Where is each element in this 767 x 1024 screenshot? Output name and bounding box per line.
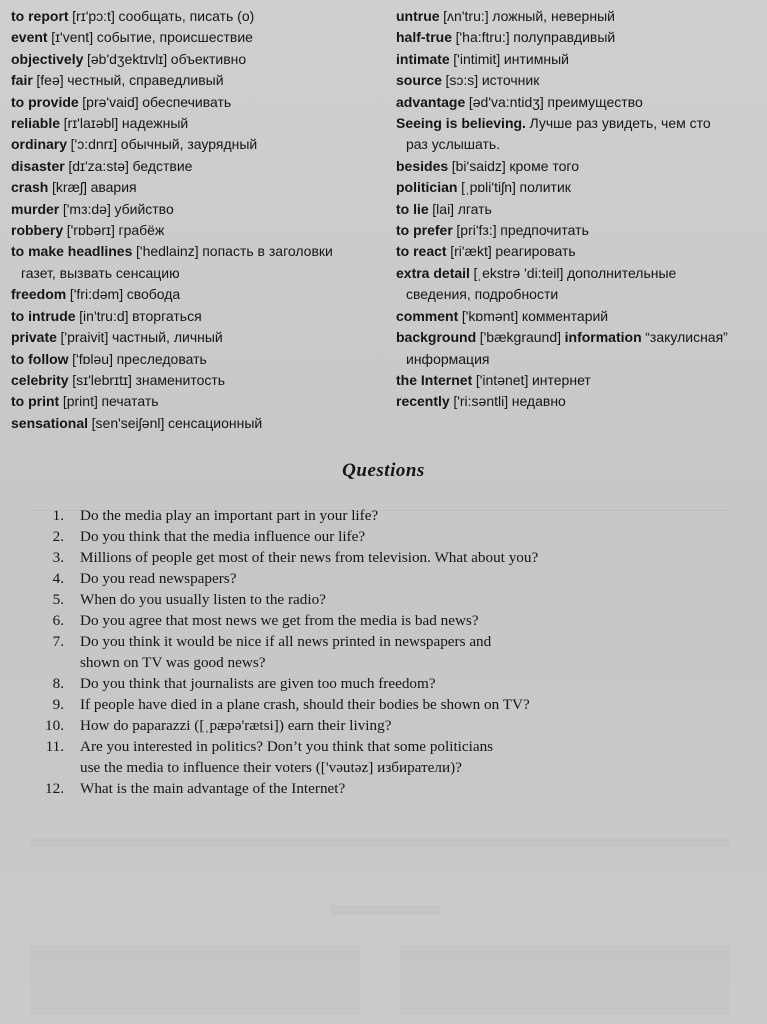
bleed-through-mark — [330, 905, 440, 915]
vocab-word: untrue — [396, 8, 440, 24]
vocab-transcription: [ʌn'tru:] — [443, 8, 489, 24]
vocab-entry — [396, 177, 762, 198]
vocab-entry — [11, 306, 389, 327]
vocab-entry — [11, 70, 389, 91]
vocabulary-left-column — [11, 6, 389, 434]
question-number: 4. — [52, 570, 64, 587]
vocab-translation: интимный — [503, 50, 569, 67]
vocab-translation: частный, личный — [111, 329, 223, 346]
vocab-word: comment — [396, 307, 459, 324]
vocab-translation: надежный — [121, 115, 189, 132]
vocab-word: Seeing is believing. — [396, 115, 526, 132]
vocab-translation: ложный, неверный — [492, 8, 615, 24]
vocab-entry — [11, 391, 389, 412]
question-line: Do you think that the media influence our life? — [80, 528, 366, 545]
vocab-translation: сообщать, писать (о) — [118, 8, 255, 24]
vocab-transcription: ['hedlainz] — [136, 243, 199, 260]
question-line: Do you agree that most news we get from the media is bad news? — [80, 612, 479, 629]
vocab-entry — [11, 49, 389, 70]
vocab-translation: событие, происшествие — [96, 29, 253, 46]
vocab-transcription: [pri'fз:] — [456, 222, 497, 239]
vocab-entry — [396, 263, 762, 284]
vocab-entry — [396, 92, 762, 113]
vocab-translation: убийство — [114, 200, 174, 217]
vocab-transcription: ['ɔ:dnrɪ] — [70, 136, 118, 153]
vocabulary-right-column — [396, 6, 762, 413]
questions-heading: Questions — [342, 460, 425, 481]
vocab-word: event — [11, 29, 48, 46]
vocab-word: robbery — [11, 222, 64, 239]
vocab-word: to intrude — [11, 307, 76, 324]
question-text — [80, 694, 730, 715]
question-text — [80, 526, 730, 547]
vocab-transcription: ['intənet] — [475, 371, 529, 388]
vocab-word: to lie — [396, 200, 429, 217]
question-number: 10. — [45, 717, 64, 734]
question-line: Do you read newspapers? — [80, 570, 237, 587]
vocab-word: source — [396, 72, 442, 89]
question-item — [0, 547, 767, 568]
vocab-entry — [11, 220, 389, 241]
vocab-entry — [11, 134, 389, 155]
question-number: 8. — [52, 675, 64, 692]
vocab-word: to follow — [11, 350, 69, 367]
vocab-entry — [396, 306, 762, 327]
vocab-entry — [396, 241, 762, 262]
vocab-word: ordinary — [11, 136, 68, 153]
vocab-translation-continued — [396, 134, 762, 155]
vocab-word: murder — [11, 200, 60, 217]
question-number: 11. — [45, 738, 64, 755]
question-line: Are you interested in politics? Don’t you think that some politicians — [80, 738, 494, 755]
question-number: 12. — [45, 780, 64, 797]
vocab-word: half-true — [396, 29, 452, 46]
vocab-transcription: ['mз:də] — [62, 200, 111, 217]
vocab-translation: кроме того — [509, 157, 580, 174]
vocab-translation: знаменитость — [135, 371, 226, 388]
vocab-word: besides — [396, 157, 449, 174]
questions-list — [0, 505, 767, 799]
vocab-transcription: ['ri:səntli] — [453, 393, 509, 410]
vocab-entry — [396, 70, 762, 91]
vocab-translation: газет, вызвать сенсацию — [21, 264, 180, 281]
vocab-entry — [11, 27, 389, 48]
vocab-word: freedom — [11, 286, 67, 303]
vocab-translation: свобода — [126, 286, 181, 303]
vocab-entry — [11, 199, 389, 220]
vocab-transcription: ['rɒbərɪ] — [66, 222, 115, 239]
question-number: 3. — [52, 549, 64, 566]
question-line: Do you think it would be nice if all news printed in newspapers and — [80, 633, 492, 650]
vocab-entry — [11, 6, 389, 27]
vocab-translation: полуправдивый — [513, 29, 616, 46]
vocab-translation: комментарий — [521, 307, 609, 324]
vocab-entry — [11, 156, 389, 177]
vocab-translation: интернет — [531, 371, 591, 388]
vocab-transcription: [əb'dʒektɪvlɪ] — [86, 50, 168, 67]
vocab-transcription: [rɪ'pɔ:t] — [72, 8, 115, 24]
vocab-translation: недавно — [511, 393, 566, 410]
vocab-translation: лгать — [457, 200, 492, 217]
vocab-word: to react — [396, 243, 447, 260]
vocab-translation: информация — [406, 350, 490, 367]
vocab-transcription: [lai] — [432, 200, 455, 217]
vocab-translation: сенсационный — [167, 414, 263, 431]
question-item — [0, 673, 767, 694]
question-text — [80, 589, 730, 610]
vocab-translation-continued — [396, 284, 762, 305]
question-line: use the media to influence their voters (['vəutəz] избиратели)? — [80, 759, 462, 776]
vocab-word: politician — [396, 179, 458, 196]
vocab-transcription: [ˌpɒli'tiʃn] — [461, 179, 516, 196]
vocab-entry — [11, 113, 389, 134]
vocab-translation: сведения, подробности — [406, 286, 559, 303]
vocab-transcription: [dɪ'za:stə] — [68, 157, 129, 174]
question-item — [0, 694, 767, 715]
vocab-word: celebrity — [11, 371, 69, 388]
vocab-transcription: ['kɒmənt] — [461, 307, 519, 324]
question-line: How do paparazzi ([ˌpæpə'rætsi]) earn their living? — [80, 717, 392, 734]
vocab-word: to provide — [11, 93, 79, 110]
vocab-entry — [396, 370, 762, 391]
question-line: Do you think that journalists are given too much freedom? — [80, 675, 436, 692]
question-text — [80, 568, 730, 589]
vocab-entry — [396, 113, 762, 134]
vocab-word: private — [11, 329, 57, 346]
vocab-entry — [11, 284, 389, 305]
vocab-transcription: [in'tru:d] — [79, 307, 129, 324]
vocab-transcription: [print] — [62, 393, 98, 410]
vocab-transcription: [ɪ'vent] — [51, 29, 94, 46]
vocab-transcription: [ri'ækt] — [450, 243, 492, 260]
vocab-transcription: [əd'va:ntidʒ] — [468, 93, 544, 110]
vocab-translation: преследовать — [116, 350, 207, 367]
vocab-entry — [396, 27, 762, 48]
question-text — [80, 673, 730, 694]
vocab-transcription: ['praivit] — [60, 329, 109, 346]
vocab-transcription: [sen'seiʃənl] — [91, 414, 165, 431]
vocab-entry — [396, 327, 762, 348]
vocab-word: to report — [11, 8, 69, 24]
vocab-word: to make headlines — [11, 243, 133, 260]
vocab-transcription: [sɔ:s] — [445, 72, 479, 89]
question-text — [80, 547, 730, 568]
vocab-entry — [396, 49, 762, 70]
question-number: 9. — [52, 696, 64, 713]
vocab-word: advantage — [396, 93, 466, 110]
vocab-translation: источник — [481, 72, 540, 89]
question-item — [0, 631, 767, 673]
vocab-translation: печатать — [101, 393, 159, 410]
vocab-translation: попасть в заголовки — [202, 243, 333, 260]
vocab-word: crash — [11, 179, 49, 196]
question-number: 6. — [52, 612, 64, 629]
vocab-entry — [396, 199, 762, 220]
question-text — [80, 610, 730, 631]
vocab-entry — [396, 391, 762, 412]
vocab-transcription: ['ha:ftru:] — [455, 29, 510, 46]
vocab-entry — [11, 370, 389, 391]
vocab-transcription: [bi'saidz] — [451, 157, 506, 174]
vocab-translation: бедствие — [132, 157, 193, 174]
question-text — [80, 778, 730, 799]
question-item — [0, 736, 767, 778]
question-number: 5. — [52, 591, 64, 608]
vocab-transcription: ['bækgraund] — [479, 329, 562, 346]
vocab-word: information — [564, 329, 642, 346]
question-line: If people have died in a plane crash, should their bodies be shown on TV? — [80, 696, 530, 713]
vocab-entry — [11, 241, 389, 262]
vocab-entry — [396, 6, 762, 27]
vocab-translation: “закулисная” — [645, 329, 728, 346]
vocab-word: sensational — [11, 414, 89, 431]
question-item — [0, 778, 767, 799]
vocab-word: extra detail — [396, 264, 470, 281]
question-item — [0, 589, 767, 610]
vocab-entry — [11, 177, 389, 198]
vocab-transcription: ['intimit] — [453, 50, 501, 67]
vocab-transcription: [prə'vaid] — [82, 93, 139, 110]
bleed-through-mark — [30, 838, 730, 847]
vocab-entry — [11, 327, 389, 348]
vocab-transcription: [feə] — [36, 72, 64, 89]
question-line: shown on TV was good news? — [80, 654, 266, 671]
question-number: 2. — [52, 528, 64, 545]
vocab-transcription: [rɪ'laɪəbl] — [63, 115, 119, 132]
vocab-translation: реагировать — [495, 243, 576, 260]
question-number: 7. — [52, 633, 64, 650]
bleed-through-mark — [400, 945, 730, 1015]
vocab-translation: обеспечивать — [142, 93, 232, 110]
vocab-transcription: [sɪ'lebrɪtɪ] — [72, 371, 132, 388]
vocab-translation: Лучше раз увидеть, чем сто — [529, 115, 711, 132]
vocab-entry — [11, 92, 389, 113]
vocab-word: disaster — [11, 157, 65, 174]
question-item — [0, 505, 767, 526]
question-number: 1. — [52, 507, 64, 524]
vocab-translation: честный, справедливый — [67, 72, 224, 89]
question-text — [80, 631, 730, 673]
question-item — [0, 610, 767, 631]
vocab-transcription: [kræʃ] — [51, 179, 87, 196]
vocab-translation: объективно — [170, 50, 247, 67]
bleed-through-mark — [30, 945, 360, 1015]
vocab-translation: дополнительные — [566, 264, 677, 281]
question-item — [0, 715, 767, 736]
vocab-transcription: [ˌekstrə 'di:teil] — [473, 264, 564, 281]
vocab-translation: вторгаться — [132, 307, 202, 324]
vocab-translation: преимущество — [547, 93, 643, 110]
vocab-word: the Internet — [396, 371, 473, 388]
question-text — [80, 715, 730, 736]
vocab-entry — [11, 413, 389, 434]
vocab-word: to prefer — [396, 222, 453, 239]
vocab-word: recently — [396, 393, 450, 410]
question-line: When do you usually listen to the radio? — [80, 591, 326, 608]
vocab-word: to print — [11, 393, 60, 410]
vocab-translation: обычный, заурядный — [120, 136, 258, 153]
question-text — [80, 505, 730, 526]
question-line: What is the main advantage of the Internet? — [80, 780, 346, 797]
vocab-word: reliable — [11, 115, 61, 132]
vocab-word: fair — [11, 72, 33, 89]
vocab-translation: раз услышать. — [406, 136, 501, 153]
question-item — [0, 568, 767, 589]
vocab-word: background — [396, 329, 477, 346]
vocab-transcription: ['fɒləu] — [72, 350, 113, 367]
vocab-entry — [396, 156, 762, 177]
vocab-entry — [396, 220, 762, 241]
vocab-translation-continued — [11, 263, 389, 284]
vocab-translation: грабёж — [118, 222, 165, 239]
question-item — [0, 526, 767, 547]
question-text — [80, 736, 730, 778]
vocab-entry — [11, 349, 389, 370]
vocab-word: intimate — [396, 50, 450, 67]
question-line: Millions of people get most of their news from television. What about you? — [80, 549, 539, 566]
vocab-translation-continued — [396, 349, 762, 370]
vocab-word: objectively — [11, 50, 84, 67]
vocab-translation: политик — [519, 179, 571, 196]
vocab-translation: предпочитать — [500, 222, 589, 239]
vocab-translation: авария — [90, 179, 137, 196]
vocab-transcription: ['fri:dəm] — [69, 286, 124, 303]
question-line: Do the media play an important part in your life? — [80, 507, 379, 524]
